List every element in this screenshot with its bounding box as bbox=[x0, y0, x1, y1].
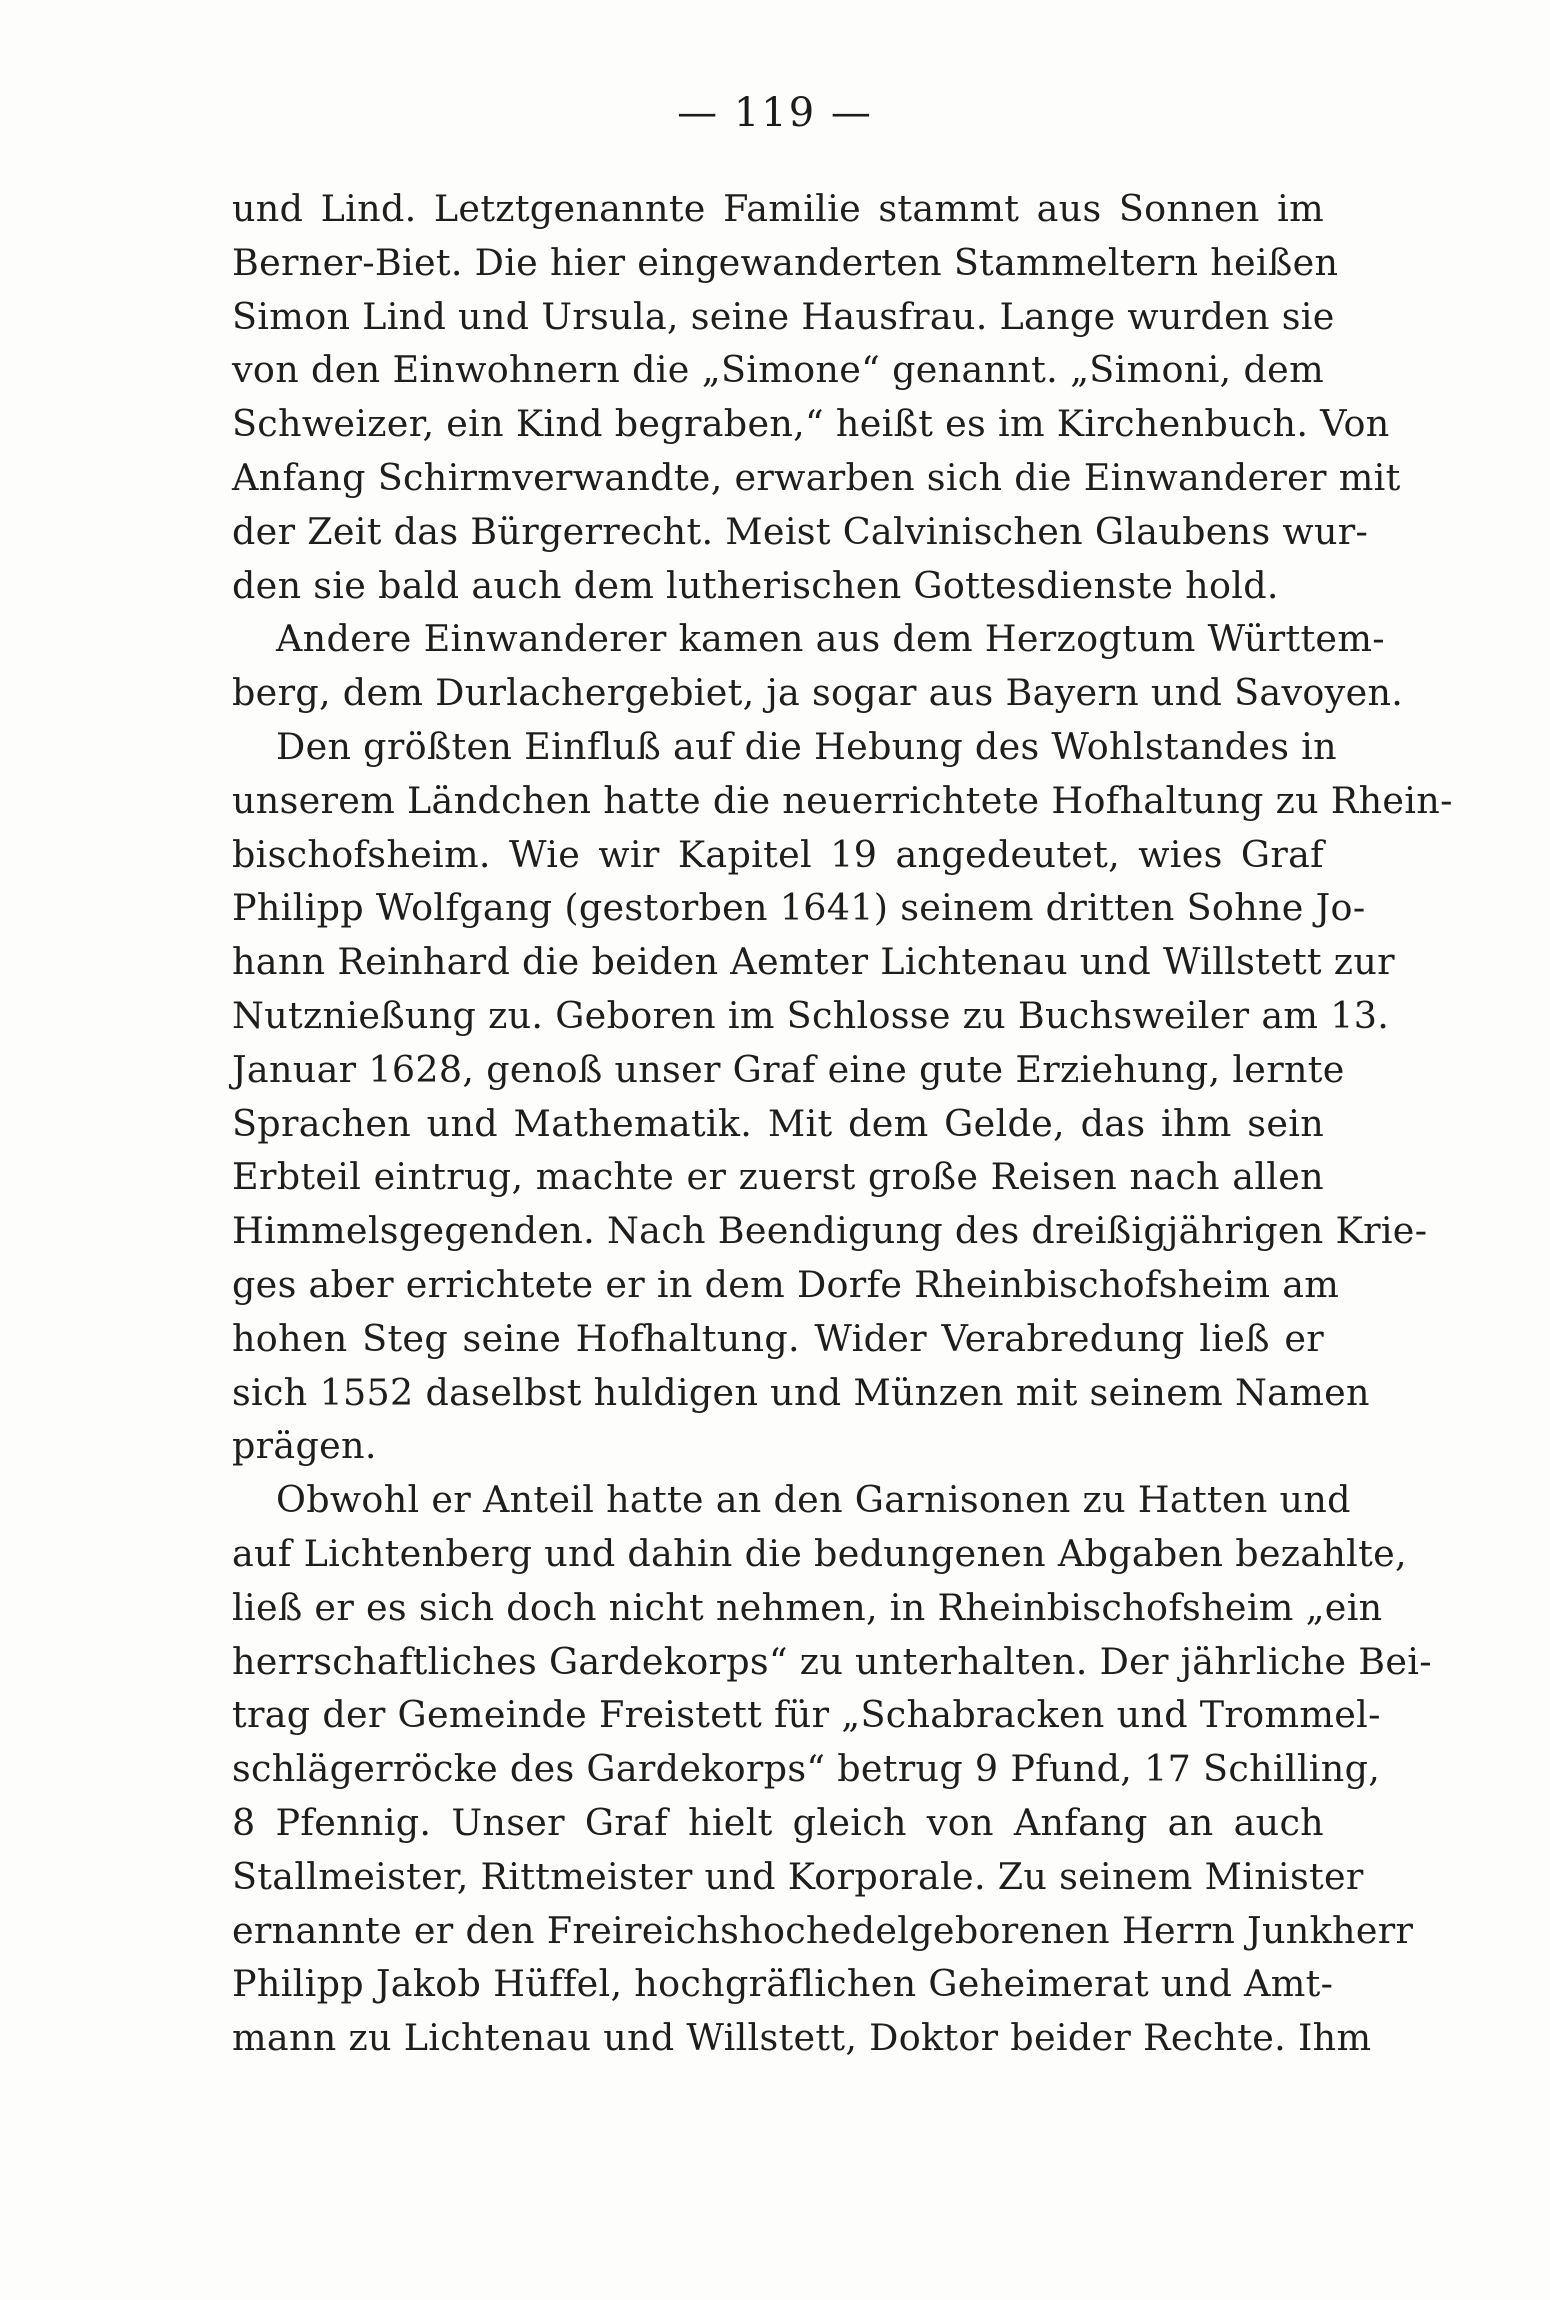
paragraph-start: Obwohl er Anteil hatte an den Garnisonen zu Hatten und bbox=[276, 1478, 1351, 1522]
text-line: und Lind. Letztgenannte Familie stammt aus Sonnen im bbox=[232, 187, 1324, 230]
text-line: berg, dem Durlachergebiet, ja sogar aus Bayern und Savoyen. bbox=[232, 671, 1404, 715]
text-line: sich 1552 daselbst huldigen und Münzen mit seinem Namen bbox=[232, 1370, 1370, 1414]
text-line: mann zu Lichtenau und Willstett, Doktor beider Rechte. Ihm bbox=[232, 2016, 1372, 2060]
body-text bbox=[232, 182, 1453, 2065]
text-line: Philipp Jakob Hüffel, hochgräflichen Geheimerat und Amt- bbox=[232, 1962, 1334, 2006]
text-line: Simon Lind und Ursula, seine Hausfrau. Lange wurden sie bbox=[232, 294, 1335, 338]
text-line: von den Einwohnern die „Simone“ genannt. „Simoni, dem bbox=[232, 348, 1324, 392]
text-line: trag der Gemeinde Freistett für „Schabracken und Trommel- bbox=[232, 1693, 1381, 1737]
text-line: Erbteil eintrug, machte er zuerst große Reisen nach allen bbox=[232, 1155, 1324, 1199]
text-line: ließ er es sich doch nicht nehmen, in Rheinbischofsheim „ein bbox=[232, 1585, 1383, 1629]
text-line: auf Lichtenberg und dahin die bedungenen Abgaben bezahlte, bbox=[232, 1531, 1407, 1575]
text-line: Januar 1628, genoß unser Graf eine gute Erziehung, lernte bbox=[232, 1047, 1345, 1091]
text-line: hann Reinhard die beiden Aemter Lichtenau und Willstett zur bbox=[232, 940, 1395, 984]
text-line: 8 Pfennig. Unser Graf hielt gleich von Anfang an auch bbox=[232, 1800, 1324, 1844]
text-line: Schweizer, ein Kind begraben,“ heißt es im Kirchenbuch. Von bbox=[232, 402, 1390, 446]
text-line: herrschaftliches Gardekorps“ zu unterhalten. Der jährliche Bei- bbox=[232, 1639, 1432, 1683]
text-line: Nutznießung zu. Geboren im Schlosse zu Buchsweiler am 13. bbox=[232, 993, 1390, 1037]
text-line: prägen. bbox=[232, 1424, 377, 1468]
paragraph-start: Den größten Einfluß auf die Hebung des Wohlstandes in bbox=[276, 724, 1337, 768]
text-line: Stallmeister, Rittmeister und Korporale. Zu seinem Minister bbox=[232, 1854, 1364, 1898]
text-line: Anfang Schirmverwandte, erwarben sich die Einwanderer mit bbox=[232, 455, 1401, 499]
paragraph-start: Andere Einwanderer kamen aus dem Herzogtum Württem- bbox=[276, 617, 1385, 661]
text-line: Berner-Biet. Die hier eingewanderten Stammeltern heißen bbox=[232, 240, 1339, 284]
text-line: Himmelsgegenden. Nach Beendigung des dreißigjährigen Krie- bbox=[232, 1209, 1428, 1253]
text-line: ges aber errichtete er in dem Dorfe Rheinbischofsheim am bbox=[232, 1262, 1340, 1306]
text-line: hohen Steg seine Hofhaltung. Wider Verabredung ließ er bbox=[232, 1316, 1324, 1360]
page-number: — 119 — bbox=[677, 90, 873, 136]
text-line: unserem Ländchen hatte die neuerrichtete Hofhaltung zu Rhein- bbox=[232, 778, 1453, 822]
text-line: Sprachen und Mathematik. Mit dem Gelde, das ihm sein bbox=[232, 1101, 1324, 1145]
text-line: Philipp Wolfgang (gestorben 1641) seinem dritten Sohne Jo- bbox=[232, 886, 1366, 930]
text-line: der Zeit das Bürgerrecht. Meist Calvinischen Glaubens wur- bbox=[232, 509, 1369, 553]
text-line: schlägerröcke des Gardekorps“ betrug 9 Pfund, 17 Schilling, bbox=[232, 1747, 1381, 1791]
text-line: bischofsheim. Wie wir Kapitel 19 angedeutet, wies Graf bbox=[232, 832, 1324, 876]
text-line: den sie bald auch dem lutherischen Gottesdienste hold. bbox=[232, 563, 1279, 607]
text-line: ernannte er den Freireichshochedelgeborenen Herrn Junkherr bbox=[232, 1908, 1414, 1952]
